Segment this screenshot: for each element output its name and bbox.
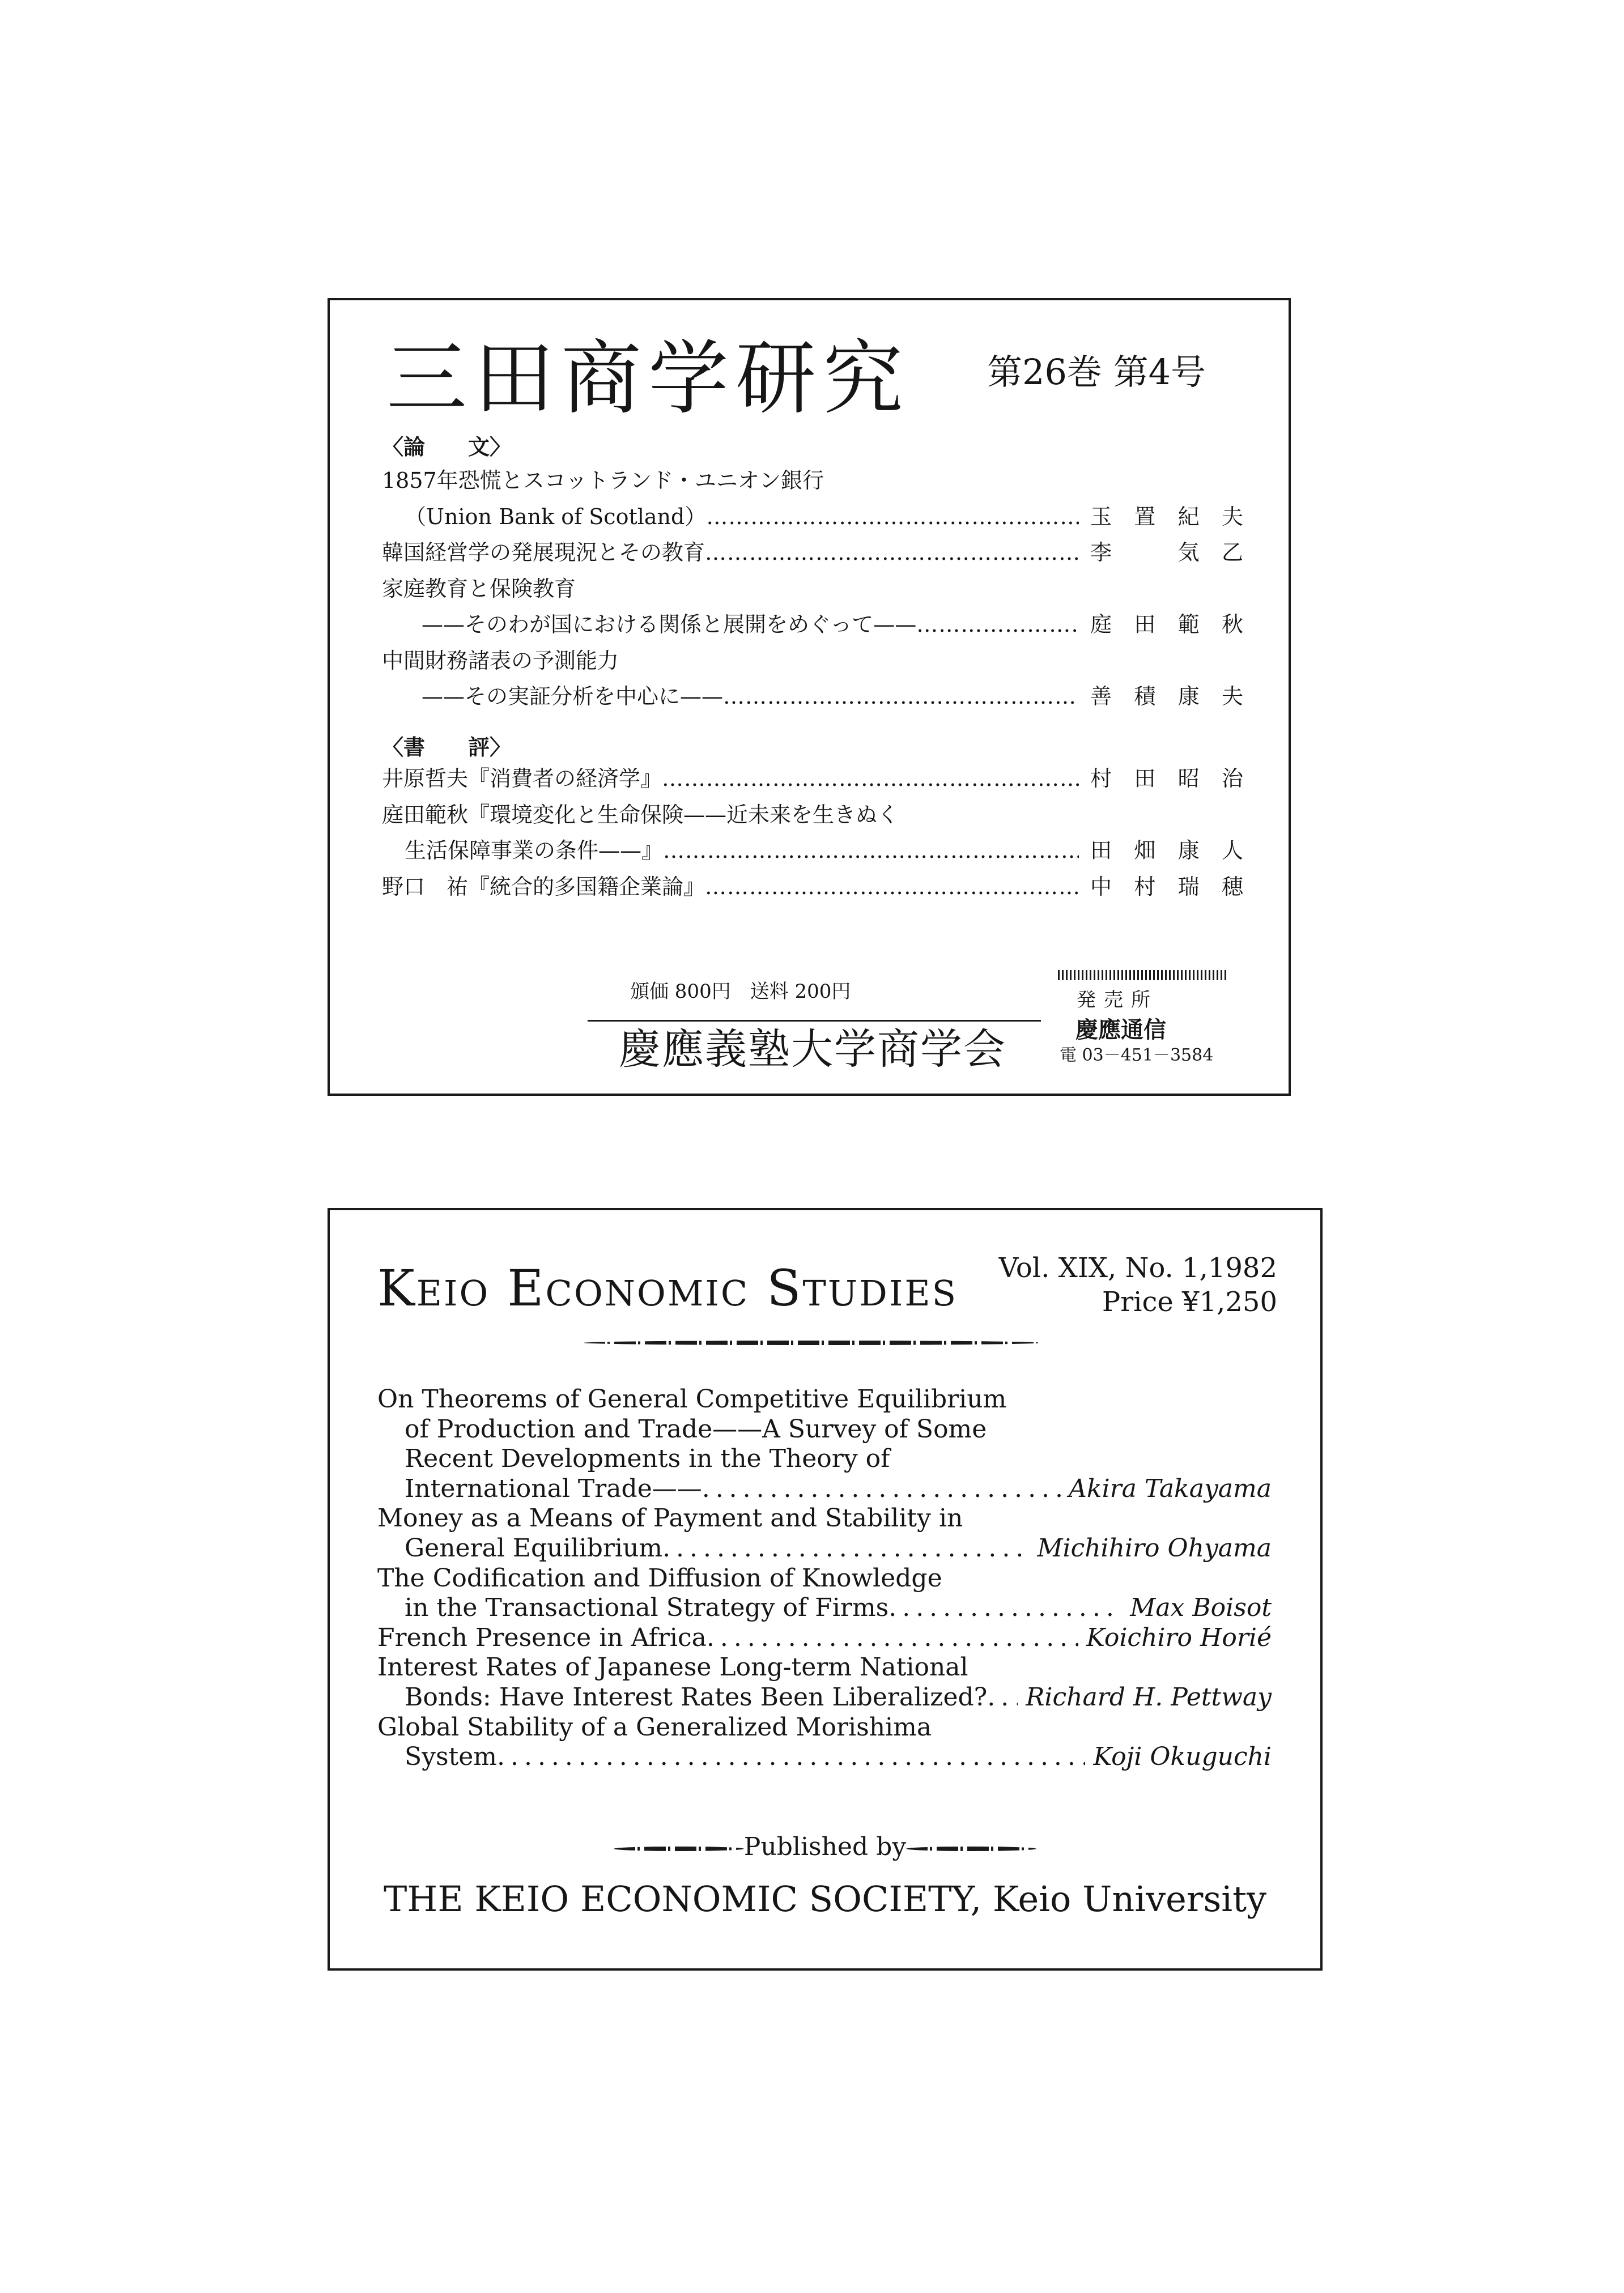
article-title: of Production and Trade——A Survey of Some [405, 1414, 987, 1444]
article-author: Koji Okuguchi [1085, 1742, 1272, 1772]
contents-line [377, 1593, 1272, 1623]
mita-business-review-ad [328, 298, 1291, 1096]
entry-author: 中村瑞穂 [1090, 874, 1243, 899]
entry-author: 玉置紀夫 [1090, 504, 1243, 529]
journal-volume-price [999, 1251, 1277, 1319]
ornament-right [906, 1843, 1036, 1854]
article-title: General Equilibrium . . . [405, 1534, 1272, 1564]
contents-line [377, 1653, 1272, 1683]
article-title: Global Stability of a Generalized Morishima [377, 1712, 932, 1742]
entry-title: 生活保障事業の条件——』 ………………………………………………………………………………………… [405, 836, 1079, 865]
entry-row [382, 502, 1243, 531]
entry-title: ——そのわが国における関係と展開をめぐって—— ………………………………………………………………………………………… [422, 610, 1079, 639]
article-title: in the Transactional Strategy of Firms . . . [405, 1593, 1272, 1623]
ornament-rule [584, 1337, 1043, 1348]
contents-line [377, 1444, 1272, 1474]
entry-title: 野口 祐『統合的多国籍企業論』 ………………………………………………………………………………………… [382, 872, 1079, 901]
section-heading-articles: 〈論 文〉 [382, 434, 512, 460]
entry-title: 井原哲夫『消費者の経済学』 ………………………………………………………………………………………… [382, 764, 1079, 793]
entry-author: 庭田範秋 [1090, 612, 1243, 637]
entry-row [382, 764, 1243, 793]
article-title: French Presence in Africa . . . [377, 1623, 1272, 1653]
society-name: THE KEIO ECONOMIC SOCIETY, Keio University [383, 1878, 1267, 1920]
ornament-left [614, 1843, 744, 1854]
contents-line [377, 1564, 1272, 1594]
journal-title: 三田商学研究 [386, 332, 910, 426]
article-title: System . . . [405, 1742, 1272, 1772]
entry-row [382, 800, 1243, 829]
contents-line [377, 1742, 1272, 1772]
contents-line [377, 1683, 1272, 1713]
article-title: The Codification and Diffusion of Knowledge [377, 1563, 942, 1593]
entry-row [382, 646, 1243, 675]
contents-line [377, 1623, 1272, 1653]
published-by-line [330, 1832, 1320, 1861]
barcode-strip [1058, 970, 1228, 980]
entry-author: 田畑康人 [1090, 838, 1243, 863]
entry-row [382, 836, 1243, 865]
article-author: Richard H. Pettway [1018, 1683, 1272, 1713]
article-title: International Trade—— . . . [405, 1474, 1272, 1504]
entry-row [382, 574, 1243, 603]
published-by: Published by [743, 1832, 907, 1861]
article-author: Michihiro Ohyama [1029, 1534, 1272, 1564]
journal-volume: 第26巻 第4号 [987, 351, 1206, 393]
sales-agent: 慶應通信 [1075, 1016, 1166, 1043]
entry-title: 家庭教育と保険教育 [382, 576, 576, 601]
publisher: 慶應義塾大学商学会 [619, 1025, 1006, 1074]
entry-title: 韓国経営学の発展現況とその教育 ………………………………………………………………………………………… [382, 538, 1079, 567]
contents-line [377, 1474, 1272, 1504]
entry-title: 庭田範秋『環境変化と生命保険——近未来を生きぬく [382, 802, 899, 827]
entry-row [382, 610, 1243, 639]
article-author: Akira Takayama [1061, 1474, 1272, 1504]
contents-line [377, 1415, 1272, 1445]
entry-author: 村田昭治 [1090, 766, 1243, 791]
contents-line [377, 1504, 1272, 1534]
volume: Vol. XIX, No. 1,1982 [998, 1252, 1277, 1284]
contents-line [377, 1713, 1272, 1743]
price: Price ¥1,250 [1102, 1286, 1277, 1318]
journal-title: Keio Economic Studies [377, 1259, 958, 1317]
article-title: On Theorems of General Competitive Equilibrium [377, 1385, 1007, 1414]
entry-author: 善積康夫 [1090, 684, 1243, 709]
entry-row [382, 466, 1243, 495]
contents-list [377, 1385, 1272, 1772]
article-author: Koichiro Horié [1078, 1623, 1272, 1653]
article-title: Interest Rates of Japanese Long-term National [377, 1653, 968, 1682]
contents-line [377, 1385, 1272, 1415]
entry-title: （Union Bank of Scotland） ………………………………………………………………………………………… [405, 502, 1079, 531]
entry-row [382, 872, 1243, 901]
entry-title: 中間財務諸表の予測能力 [382, 648, 619, 673]
entry-row [382, 538, 1243, 567]
article-title: Bonds: Have Interest Rates Been Liberalized? . . . [405, 1683, 1272, 1713]
entry-author: 李 気乙 [1090, 540, 1243, 565]
keio-economic-studies-ad [328, 1208, 1323, 1971]
article-title: Money as a Means of Payment and Stability in [377, 1504, 963, 1533]
entry-title: 1857年恐慌とスコットランド・ユニオン銀行 [382, 468, 824, 493]
phone-number: 電 03－451－3584 [1060, 1045, 1214, 1065]
section-heading-reviews: 〈書 評〉 [382, 734, 512, 760]
divider [588, 1020, 1041, 1022]
sales-agent-label: 発売所 [1077, 989, 1158, 1011]
entry-title: ——その実証分析を中心に—— ………………………………………………………………………………………… [422, 682, 1079, 711]
entry-row [382, 682, 1243, 711]
price-note: 頒価 800円 送料 200円 [630, 980, 851, 1003]
article-title: Recent Developments in the Theory of [405, 1444, 890, 1474]
contents-line [377, 1534, 1272, 1564]
article-author: Max Boisot [1122, 1593, 1272, 1623]
